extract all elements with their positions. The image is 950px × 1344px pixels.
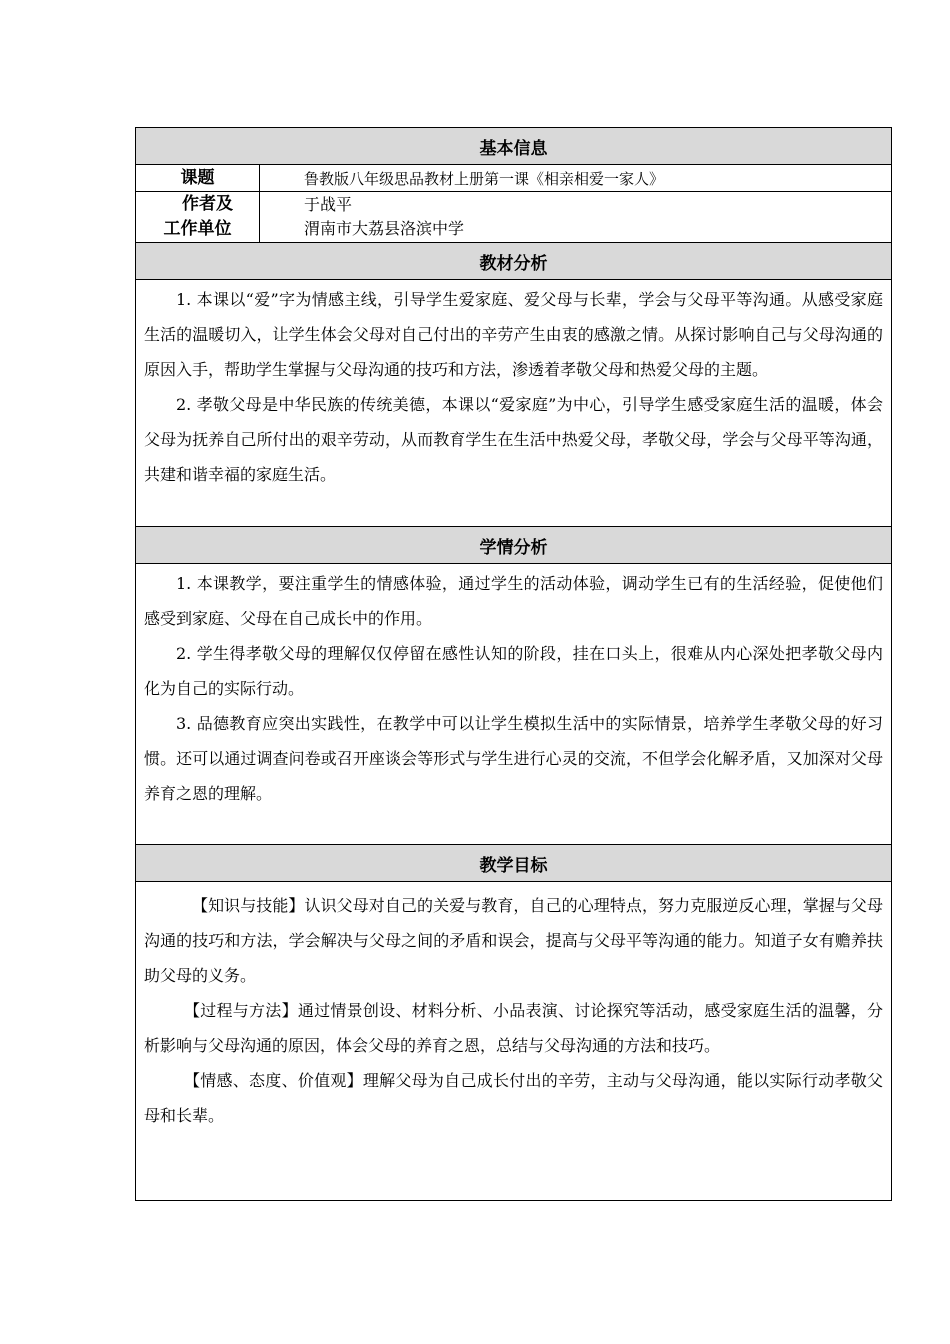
author-label [136, 192, 260, 242]
student-paragraph: 2. 学生得孝敬父母的理解仅仅停留在感性认知的阶段，挂在口头上，很难从内心深处把孝敬父母内化为自己的实际行动。 [144, 644, 883, 698]
author-label-line-1: 作者及 [182, 194, 233, 214]
goal-knowledge-skills: 【知识与技能】认识父母对自己的关爱与教育，自己的心理特点，努力克服逆反心理，掌握与父母沟通的技巧和方法，学会解决与父母之间的矛盾和误会，提高与父母平等沟通的能力。知道子女有赡养扶助父母的义务。 [144, 896, 883, 985]
student-paragraph: 3. 品德教育应突出实践性，在教学中可以让学生模拟生活中的实际情景，培养学生孝敬父母的好习惯。还可以通过调查问卷或召开座谈会等形式与学生进行心灵的交流，不但学会化解矛盾，又加深对父母养育之恩的理解。 [144, 714, 883, 803]
lesson-plan-table [135, 127, 892, 1201]
section-header-basic-info: 基本信息 [136, 128, 891, 165]
teaching-goals-body [136, 882, 891, 1200]
goal-emotion-values: 【情感、态度、价值观】理解父母为自己成长付出的辛劳，主动与父母沟通，能以实际行动孝敬父母和长辈。 [144, 1071, 883, 1125]
section-header-student-analysis: 学情分析 [136, 527, 891, 564]
textbook-paragraph: 1. 本课以“爱”字为情感主线，引导学生爱家庭、爱父母与长辈，学会与父母平等沟通。从感受家庭生活的温暖切入，让学生体会父母对自己付出的辛劳产生由衷的感激之情。从探讨影响自己与父母沟通的原因入手，帮助学生掌握与父母沟通的技巧和方法，渗透着孝敬父母和热爱父母的主题。 [144, 290, 883, 379]
student-paragraph: 1. 本课教学，要注重学生的情感体验，通过学生的活动体验，调动学生已有的生活经验，促使他们感受到家庭、父母在自己成长中的作用。 [144, 574, 883, 628]
author-value [260, 192, 891, 242]
textbook-paragraph: 2. 孝敬父母是中华民族的传统美德，本课以“爱家庭”为中心，引导学生感受家庭生活的温暖，体会父母为抚养自己所付出的艰辛劳动，从而教育学生在生活中热爱父母，孝敬父母，学会与父母平等沟通，共建和谐幸福的家庭生活。 [144, 395, 883, 484]
author-name: 于战平 [304, 195, 353, 214]
author-row [136, 192, 891, 243]
textbook-analysis-body [136, 280, 891, 527]
student-analysis-body [136, 564, 891, 845]
goal-process-methods: 【过程与方法】通过情景创设、材料分析、小品表演、讨论探究等活动，感受家庭生活的温馨，分析影响与父母沟通的原因，体会父母的养育之恩，总结与父母沟通的方法和技巧。 [144, 1001, 883, 1055]
topic-label: 课题 [136, 165, 260, 191]
topic-value: 鲁教版八年级思品教材上册第一课《相亲相爱一家人》 [304, 169, 665, 188]
author-unit: 渭南市大荔县洛滨中学 [304, 219, 465, 238]
topic-row [136, 165, 891, 192]
section-header-textbook-analysis: 教材分析 [136, 243, 891, 280]
section-header-teaching-goals: 教学目标 [136, 845, 891, 882]
author-label-line-2: 工作单位 [163, 219, 232, 239]
